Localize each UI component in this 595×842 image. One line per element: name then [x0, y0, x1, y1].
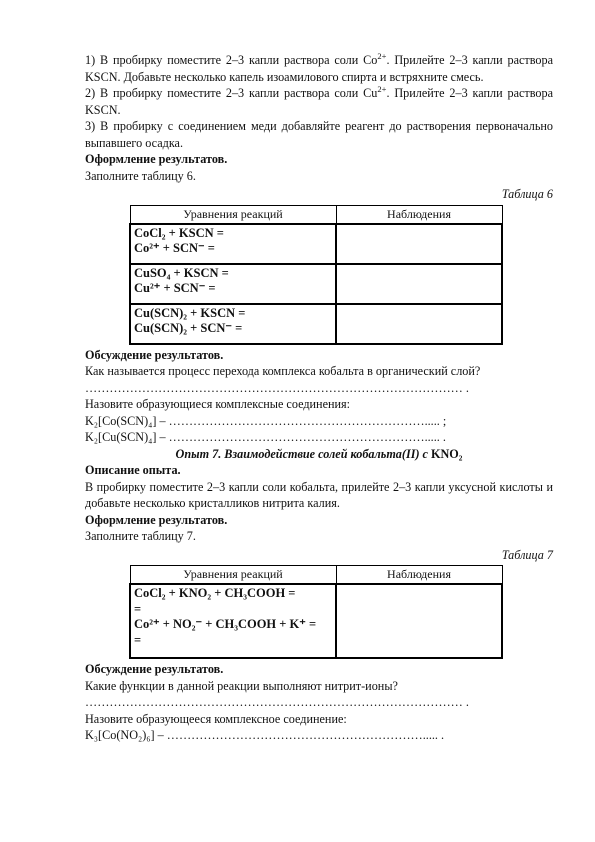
experiment-7-title-text: Опыт 7. Взаимодействие солей кобальта(II) с — [175, 446, 432, 461]
equation-line: CoCl₂ + KSCN = — [134, 225, 224, 240]
table-6-header — [130, 205, 502, 224]
fill-table-6: Заполните таблицу 6. — [85, 168, 196, 183]
discussion-7-question-1: Какие функции в данной реакции выполняют нитрит-ионы? — [85, 678, 398, 693]
equation-line: = — [134, 632, 142, 647]
step-2-text-a: 2) В пробирку поместите 2–3 капли раствора соли Cu — [85, 86, 378, 100]
discussion-heading-6: Обсуждение результатов. — [85, 347, 224, 362]
fill-table-7: Заполните таблицу 7. — [85, 529, 196, 543]
table-7-caption: Таблица 7 — [501, 547, 553, 562]
observation-cell — [336, 584, 502, 658]
equation-line: CoCl₂ + KNO₂ + CH₃COOH = — [134, 586, 296, 600]
document-page — [85, 52, 553, 744]
experiment-7-title — [85, 446, 553, 463]
step-1-text-b: . Прилейте 2–3 капли раствора KSCN. Добавьте несколько капель изоамилового спирта и встряхните смесь. — [85, 53, 553, 84]
experiment-7-description-heading: Описание опыта. — [85, 463, 181, 477]
observation-cell — [336, 304, 502, 344]
step-1-sup: 2+ — [377, 50, 387, 61]
equation-line: Cu²⁺ + SCN⁻ = — [134, 281, 216, 295]
compound-line: K₂[Cu(SCN)₄] – ………………………………………………………..... . — [85, 430, 446, 444]
table-7 — [129, 565, 503, 659]
table-row — [130, 584, 502, 658]
compound-line: K₂[Co(SCN)₄] – ………………………………………………………..... ; — [85, 413, 447, 428]
discussion-6-question-2: Назовите образующиеся комплексные соединения: — [85, 397, 351, 411]
table-6-col-equations: Уравнения реакций — [130, 205, 336, 224]
equation-cell — [130, 264, 336, 304]
observation-cell — [336, 224, 502, 264]
answer-line: ………………………………………………………………………………… . — [85, 380, 469, 395]
table-7-col-observations: Наблюдения — [336, 566, 502, 585]
step-2-sup: 2+ — [377, 83, 387, 94]
equation-cell — [130, 584, 336, 658]
equation-cell — [130, 224, 336, 264]
equation-line: CuSO₄ + KSCN = — [134, 265, 229, 280]
compound-line: K₃[Co(NO₂)₆] – ………………………………………………………..... . — [85, 728, 445, 742]
discussion-heading-7: Обсуждение результатов. — [85, 662, 224, 676]
results-heading-6: Оформление результатов. — [85, 152, 228, 166]
step-3: 3) В пробирку с соединением меди добавляйте реагент до растворения первоначально выпавшего осадка. — [85, 119, 553, 150]
equation-line: Cu(SCN)₂ + KSCN = — [134, 305, 246, 320]
step-1-text-a: 1) В пробирку поместите 2–3 капли раствора соли Co — [85, 53, 378, 67]
experiment-7-description: В пробирку поместите 2–3 капли соли кобальта, прилейте 2–3 капли уксусной кислоты и добавьте несколько кристалликов нитрита калия. — [85, 479, 553, 510]
equation-cell — [130, 304, 336, 344]
table-6-col-observations: Наблюдения — [336, 205, 502, 224]
table-6 — [129, 205, 503, 345]
step-2 — [85, 85, 553, 118]
step-1 — [85, 52, 553, 85]
table-row — [130, 224, 502, 264]
equation-line: Co²⁺ + SCN⁻ = — [134, 241, 215, 255]
discussion-7-question-2: Назовите образующееся комплексное соединение: — [85, 711, 347, 726]
step-2-text-b: . Прилейте 2–3 капли раствора KSCN. — [85, 86, 553, 117]
results-heading-7: Оформление результатов. — [85, 512, 228, 527]
table-6-caption: Таблица 6 — [501, 187, 553, 201]
equation-line: = — [134, 601, 142, 616]
table-7-col-equations: Уравнения реакций — [130, 566, 336, 585]
table-7-header — [130, 566, 502, 585]
experiment-7-title-formula: KNO₂ — [431, 446, 463, 461]
equation-line: Co²⁺ + NO₂⁻ + CH₃COOH + K⁺ = — [134, 617, 317, 631]
equation-line: Cu(SCN)₂ + SCN⁻ = — [134, 321, 243, 335]
table-row — [130, 304, 502, 344]
observation-cell — [336, 264, 502, 304]
answer-line: ………………………………………………………………………………… . — [85, 695, 469, 709]
table-row — [130, 264, 502, 304]
discussion-6-question-1: Как называется процесс перехода комплекса кобальта в органический слой? — [85, 364, 481, 378]
